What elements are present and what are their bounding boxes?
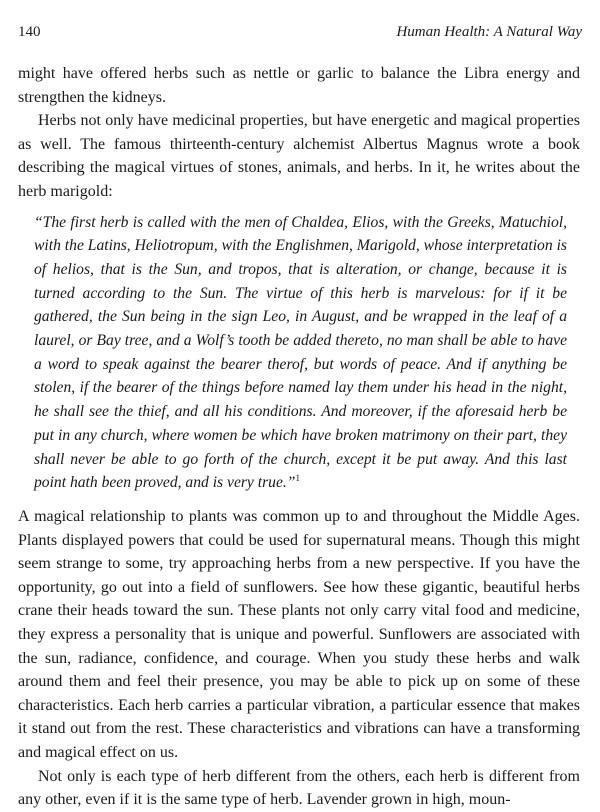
paragraph: Not only is each type of herb different from the others, each herb is different from any other, even if it is the same type of herb. Lavender grown in high, moun- <box>18 767 580 809</box>
quote-text: “The first herb is called with the men of Chaldea, Elios, with the Greeks, Matuchiol, with the Latins, Heliotropum, with the Englishmen, Marigold, whose interpretation is of helios, that is the Sun, and tropos, that is alteration, or change, because it is turned according to the Sun. The virtue of this herb is marvelous: for if it be gathered, the Sun being in the sign Leo, in August, and be wrapped in the leaf of a laurel, or Bay tree, and a Wolf’s tooth be added thereto, no man shall be able to have a word to speak against the bearer therof, but words of peace. And if anything be stolen, if the bearer of the things before named lay them under his head in the night, he shall see the thief, and all his conditions. And moreover, if the aforesaid herb be put in any church, where women be which have broken matrimony on their part, they shall never be able to go forth of the church, except it be put away. And this last point hath been proved, and is very true.” <box>34 213 567 492</box>
page-number: 140 <box>18 24 41 40</box>
body-text <box>18 62 580 812</box>
paragraph: might have offered herbs such as nettle or garlic to balance the Libra energy and strengthen the kidneys. <box>18 65 580 106</box>
running-title: Human Health: A Natural Way <box>396 24 582 40</box>
page-header <box>18 24 582 44</box>
paragraph: A magical relationship to plants was common up to and throughout the Middle Ages. Plants displayed powers that could be used for supernatural means. Though this might seem strange to some, try approaching herbs from a new perspective. If you have the opportunity, go out into a field of sunflowers. See how these gigantic, beautiful herbs crane their heads toward the sun. These plants not only carry vital food and medicine, they express a personality that is unique and powerful. Sunflowers are associated with the sun, radiance, confidence, and courage. When you study these herbs and walk around them and feel their presence, you may be able to pick up on some of these characteristics. Each herb carries a particular vibration, a particular essence that makes it stand out from the rest. These characteristics and vibrations can have a transforming and magical effect on us. <box>18 508 580 761</box>
block-quote <box>34 211 567 495</box>
paragraph: Herbs not only have medicinal properties, but have energetic and magical properties as well. The famous thirteenth-century alchemist Albertus Magnus wrote a book describing the magical virtues of stones, animals, and herbs. In it, he writes about the herb marigold: <box>18 112 580 200</box>
footnote-reference[interactable]: 1 <box>295 473 300 484</box>
